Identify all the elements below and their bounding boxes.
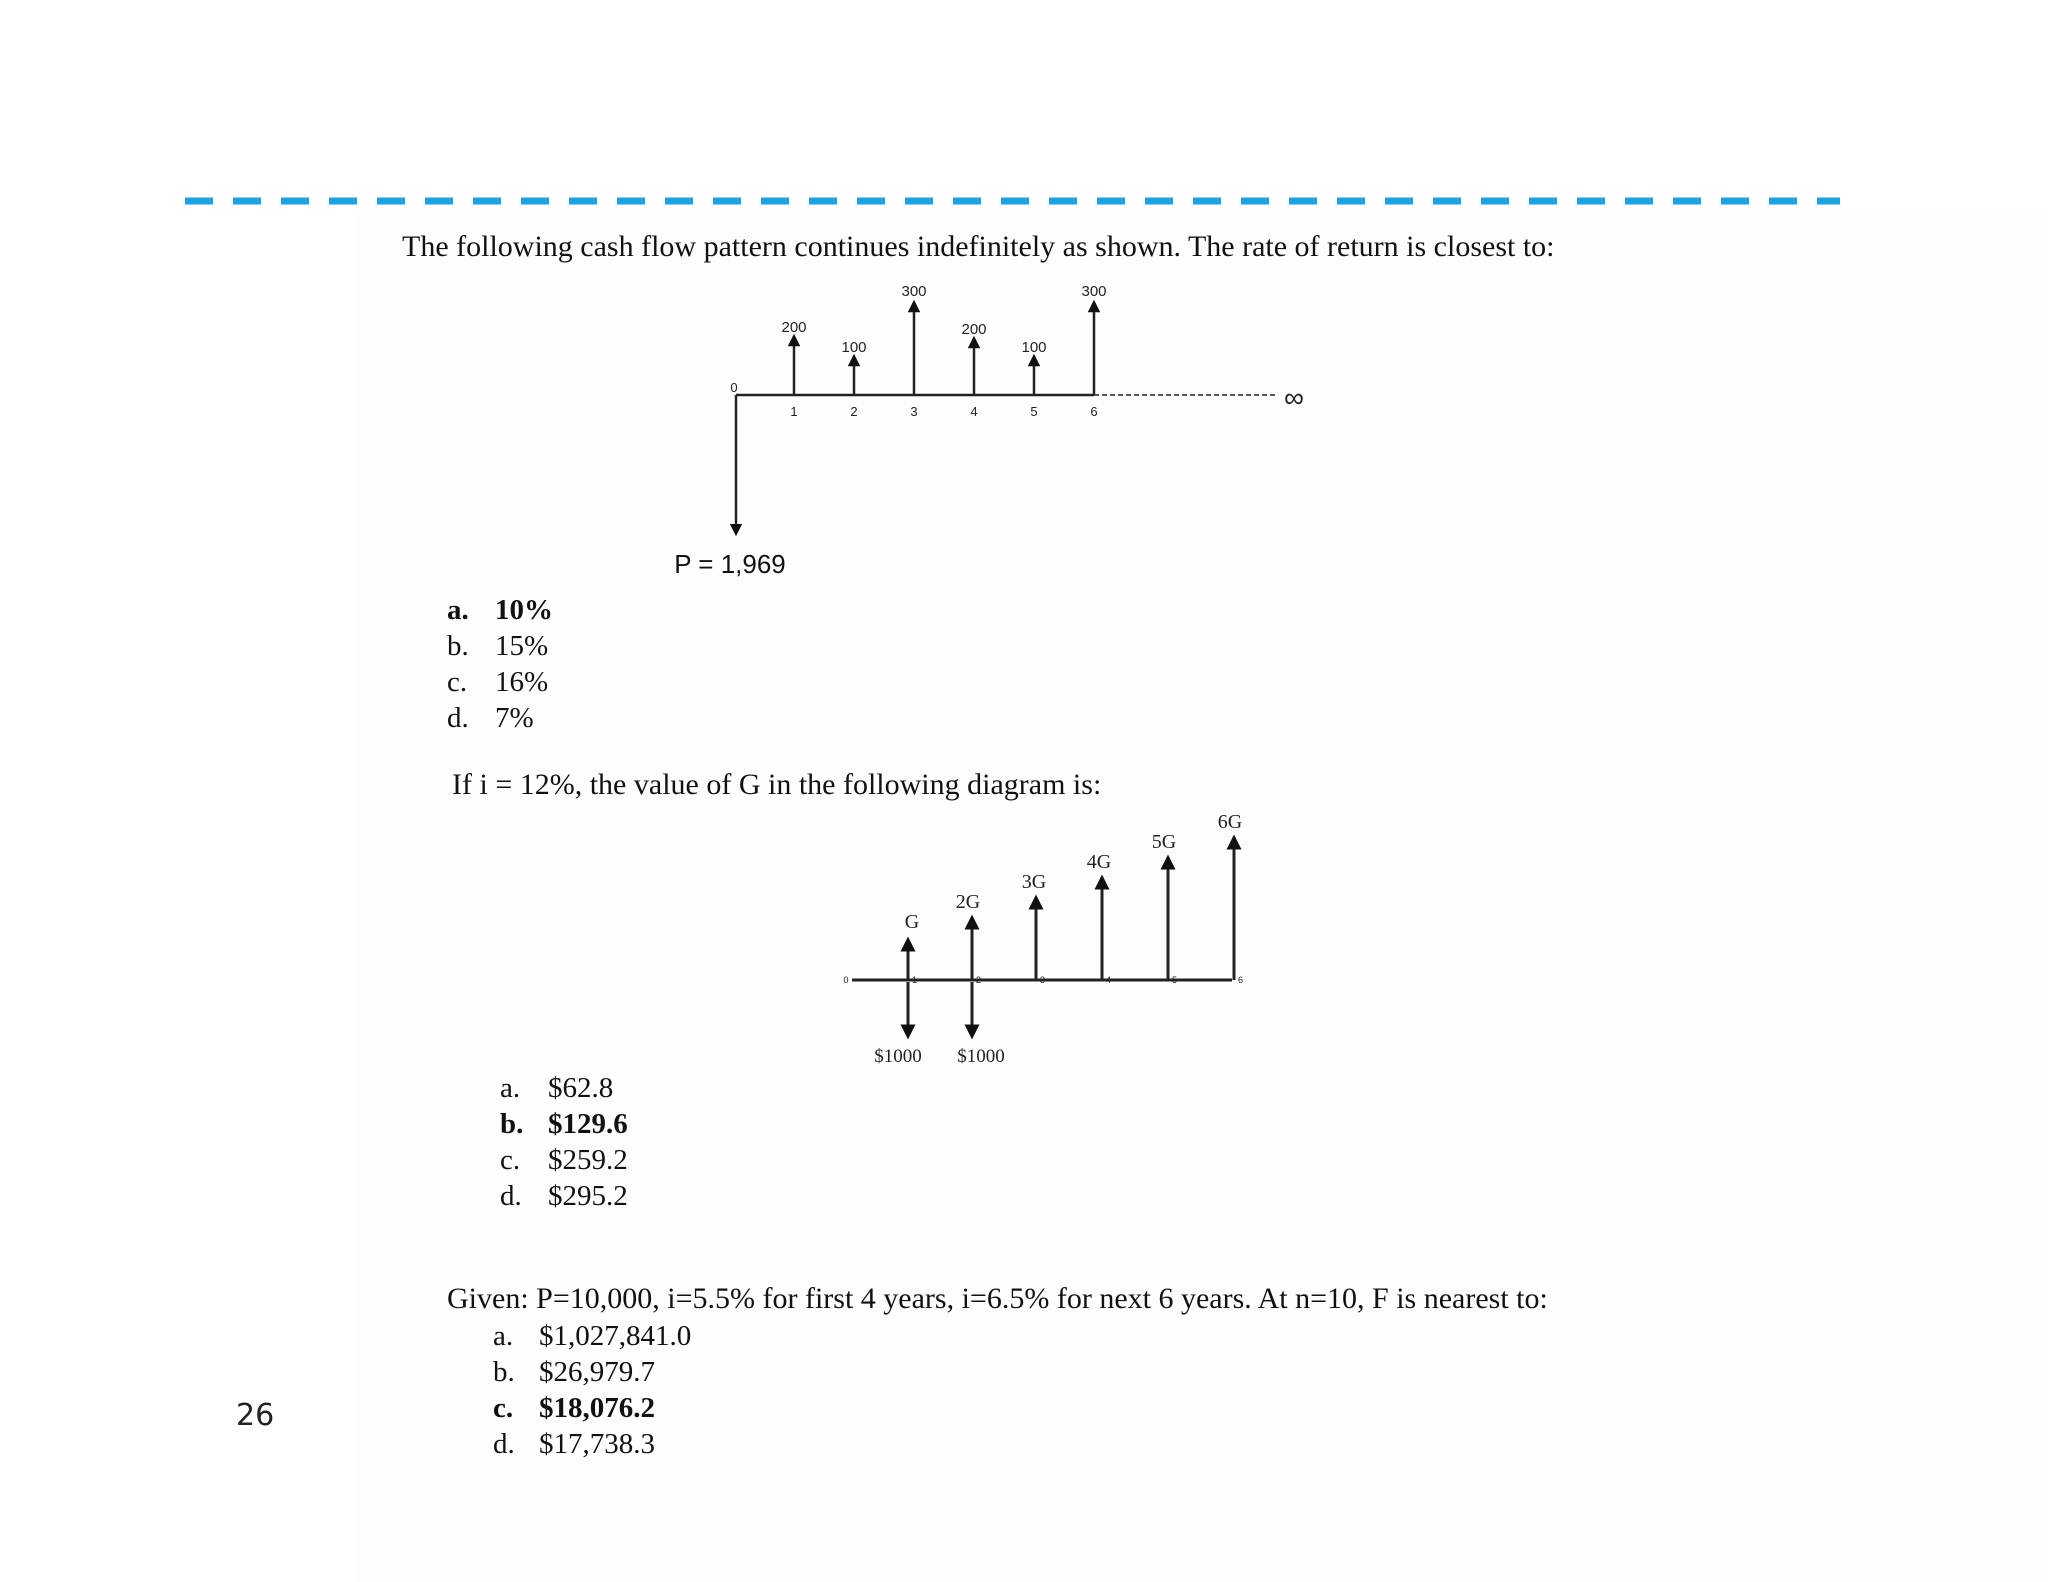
q2-option-a	[500, 1072, 613, 1105]
gradient-label-5: 5G	[1151, 831, 1177, 853]
option-letter: c.	[500, 1144, 521, 1176]
option-letter: c.	[447, 666, 468, 698]
time-label-2: 2	[976, 975, 982, 985]
q1-option-b	[447, 630, 548, 663]
time-label-3: 3	[1040, 975, 1046, 985]
option-text: $17,738.3	[539, 1428, 655, 1460]
option-text: $259.2	[548, 1144, 628, 1176]
time-label-0: 0	[730, 380, 738, 395]
option-letter: d.	[447, 702, 469, 734]
q2-option-b	[500, 1108, 628, 1141]
gradient-label-6: 6G	[1217, 811, 1243, 833]
option-text: 16%	[495, 666, 549, 698]
time-label-6: 6	[1238, 975, 1244, 985]
page-number: 26	[236, 1398, 275, 1433]
option-letter: a.	[500, 1072, 521, 1104]
gradient-diagram	[830, 810, 1250, 1070]
option-text: $129.6	[548, 1108, 628, 1140]
time-label-5: 5	[1030, 404, 1038, 419]
outflow-label-1: $1000	[874, 1046, 922, 1067]
gradient-label-1: G	[904, 911, 920, 933]
option-text: 15%	[495, 630, 549, 662]
option-letter: b.	[447, 630, 469, 662]
time-label-4: 4	[970, 404, 978, 419]
q2-option-d	[500, 1180, 628, 1213]
flow-label-3: 300	[901, 283, 927, 300]
time-label-4: 4	[1106, 975, 1112, 985]
infinity-symbol: ∞	[1284, 382, 1304, 413]
option-text: $18,076.2	[539, 1392, 655, 1424]
option-letter: a.	[447, 594, 469, 626]
option-text: $295.2	[548, 1180, 628, 1212]
option-text: 10%	[495, 594, 553, 626]
option-letter: b.	[493, 1356, 515, 1388]
option-letter: a.	[493, 1320, 514, 1352]
gradient-label-4: 4G	[1086, 851, 1112, 873]
cash-flow-diagram-1	[670, 270, 1304, 630]
q3-option-c	[493, 1392, 655, 1425]
time-label-5: 5	[1172, 975, 1178, 985]
q2-option-c	[500, 1144, 628, 1177]
q3-option-b	[493, 1356, 655, 1389]
time-label-6: 6	[1090, 404, 1098, 419]
q1-option-c	[447, 666, 548, 699]
flow-label-1: 200	[781, 319, 807, 336]
q3-option-d	[493, 1428, 655, 1461]
flow-label-6: 300	[1081, 283, 1107, 300]
flow-label-4: 200	[961, 321, 987, 338]
question-3-text: Given: P=10,000, i=5.5% for first 4 years, i=6.5% for next 6 years. At n=10, F is nearest to:	[447, 1282, 1548, 1315]
time-label-1: 1	[912, 975, 918, 985]
gradient-label-3: 3G	[1021, 871, 1047, 893]
q3-option-a	[493, 1320, 691, 1353]
time-label-0: 0	[843, 975, 849, 985]
outflow-label-2: $1000	[957, 1046, 1005, 1067]
option-text: $1,027,841.0	[539, 1320, 692, 1352]
present-value-label: P = 1,969	[674, 549, 786, 579]
option-letter: b.	[500, 1108, 524, 1140]
time-label-1: 1	[790, 404, 798, 419]
flow-label-2: 100	[841, 339, 867, 356]
option-text: 7%	[495, 702, 534, 734]
header-dash-line	[185, 197, 1840, 205]
time-label-3: 3	[910, 404, 918, 419]
q1-option-d	[447, 702, 534, 735]
option-text: $62.8	[548, 1072, 614, 1104]
gradient-label-2: 2G	[955, 891, 981, 913]
option-letter: d.	[493, 1428, 515, 1460]
time-label-2: 2	[850, 404, 858, 419]
q1-option-a	[447, 594, 553, 627]
flow-label-5: 100	[1021, 339, 1047, 356]
question-1-text: The following cash flow pattern continues indefinitely as shown. The rate of return is closest to:	[402, 230, 1555, 263]
option-letter: c.	[493, 1392, 514, 1424]
question-2-text: If i = 12%, the value of G in the following diagram is:	[452, 768, 1102, 801]
option-letter: d.	[500, 1180, 522, 1212]
option-text: $26,979.7	[539, 1356, 655, 1388]
